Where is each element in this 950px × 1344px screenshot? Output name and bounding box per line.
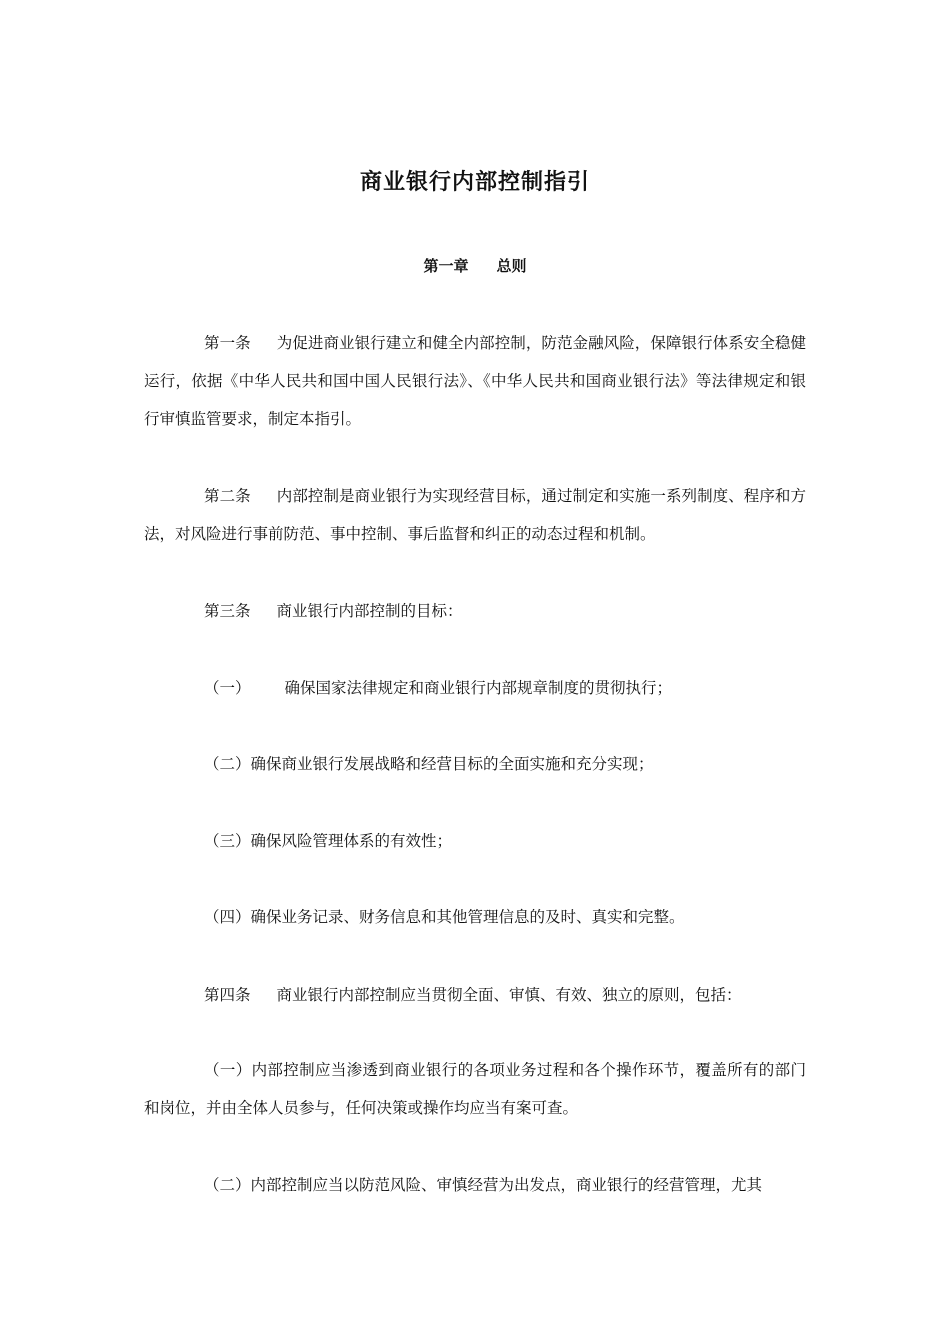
document-title: 商业银行内部控制指引	[359, 170, 590, 195]
article-text: 为促进商业银行建立和健全内部控制，防范金融风险，保障银行体系安全稳健运行，依据《中华人民共和国中国人民银行法》、《中华人民共和国商业银行法》等法律规定和银行审慎监管要求，制定本指引。	[144, 334, 806, 428]
item-text: 内部控制应当以防范风险、审慎经营为出发点，商业银行的经营管理，尤其	[250, 1176, 763, 1194]
item-label: （二）	[204, 1176, 251, 1194]
article-2	[144, 477, 806, 553]
article-label: 第二条	[204, 487, 251, 505]
item-label: （三）	[204, 832, 251, 850]
article-4	[144, 976, 806, 1014]
item-label: （二）	[204, 755, 251, 773]
article-label: 第四条	[204, 986, 251, 1004]
list-item	[144, 1166, 806, 1204]
item-text: 内部控制应当渗透到商业银行的各项业务过程和各个操作环节，覆盖所有的部门和岗位，并由全体人员参与，任何决策或操作均应当有案可查。	[144, 1061, 806, 1117]
chapter-number: 第一章	[423, 257, 469, 275]
article-label: 第三条	[204, 602, 251, 620]
article-label: 第一条	[204, 334, 251, 352]
chapter-heading	[0, 254, 950, 278]
article-1	[144, 324, 806, 438]
list-item	[144, 1051, 806, 1127]
item-label: （四）	[204, 908, 251, 926]
article-3	[144, 592, 806, 630]
list-item	[204, 822, 806, 860]
chapter-name: 总则	[496, 257, 527, 275]
list-item	[204, 745, 806, 783]
item-text: 确保商业银行发展战略和经营目标的全面实施和充分实现；	[250, 755, 654, 773]
list-item	[204, 898, 806, 936]
item-text: 确保国家法律规定和商业银行内部规章制度的贯彻执行；	[284, 679, 673, 697]
article-text: 商业银行内部控制的目标：	[276, 602, 463, 620]
article-text: 商业银行内部控制应当贯彻全面、审慎、有效、独立的原则，包括：	[276, 986, 742, 1004]
article-text: 内部控制是商业银行为实现经营目标，通过制定和实施一系列制度、程序和方法，对风险进行事前防范、事中控制、事后监督和纠正的动态过程和机制。	[144, 487, 806, 543]
list-item	[204, 669, 806, 707]
item-label: （一）	[204, 679, 251, 697]
item-text: 确保业务记录、财务信息和其他管理信息的及时、真实和完整。	[250, 908, 685, 926]
item-text: 确保风险管理体系的有效性；	[250, 832, 453, 850]
item-label: （一）	[204, 1061, 252, 1079]
